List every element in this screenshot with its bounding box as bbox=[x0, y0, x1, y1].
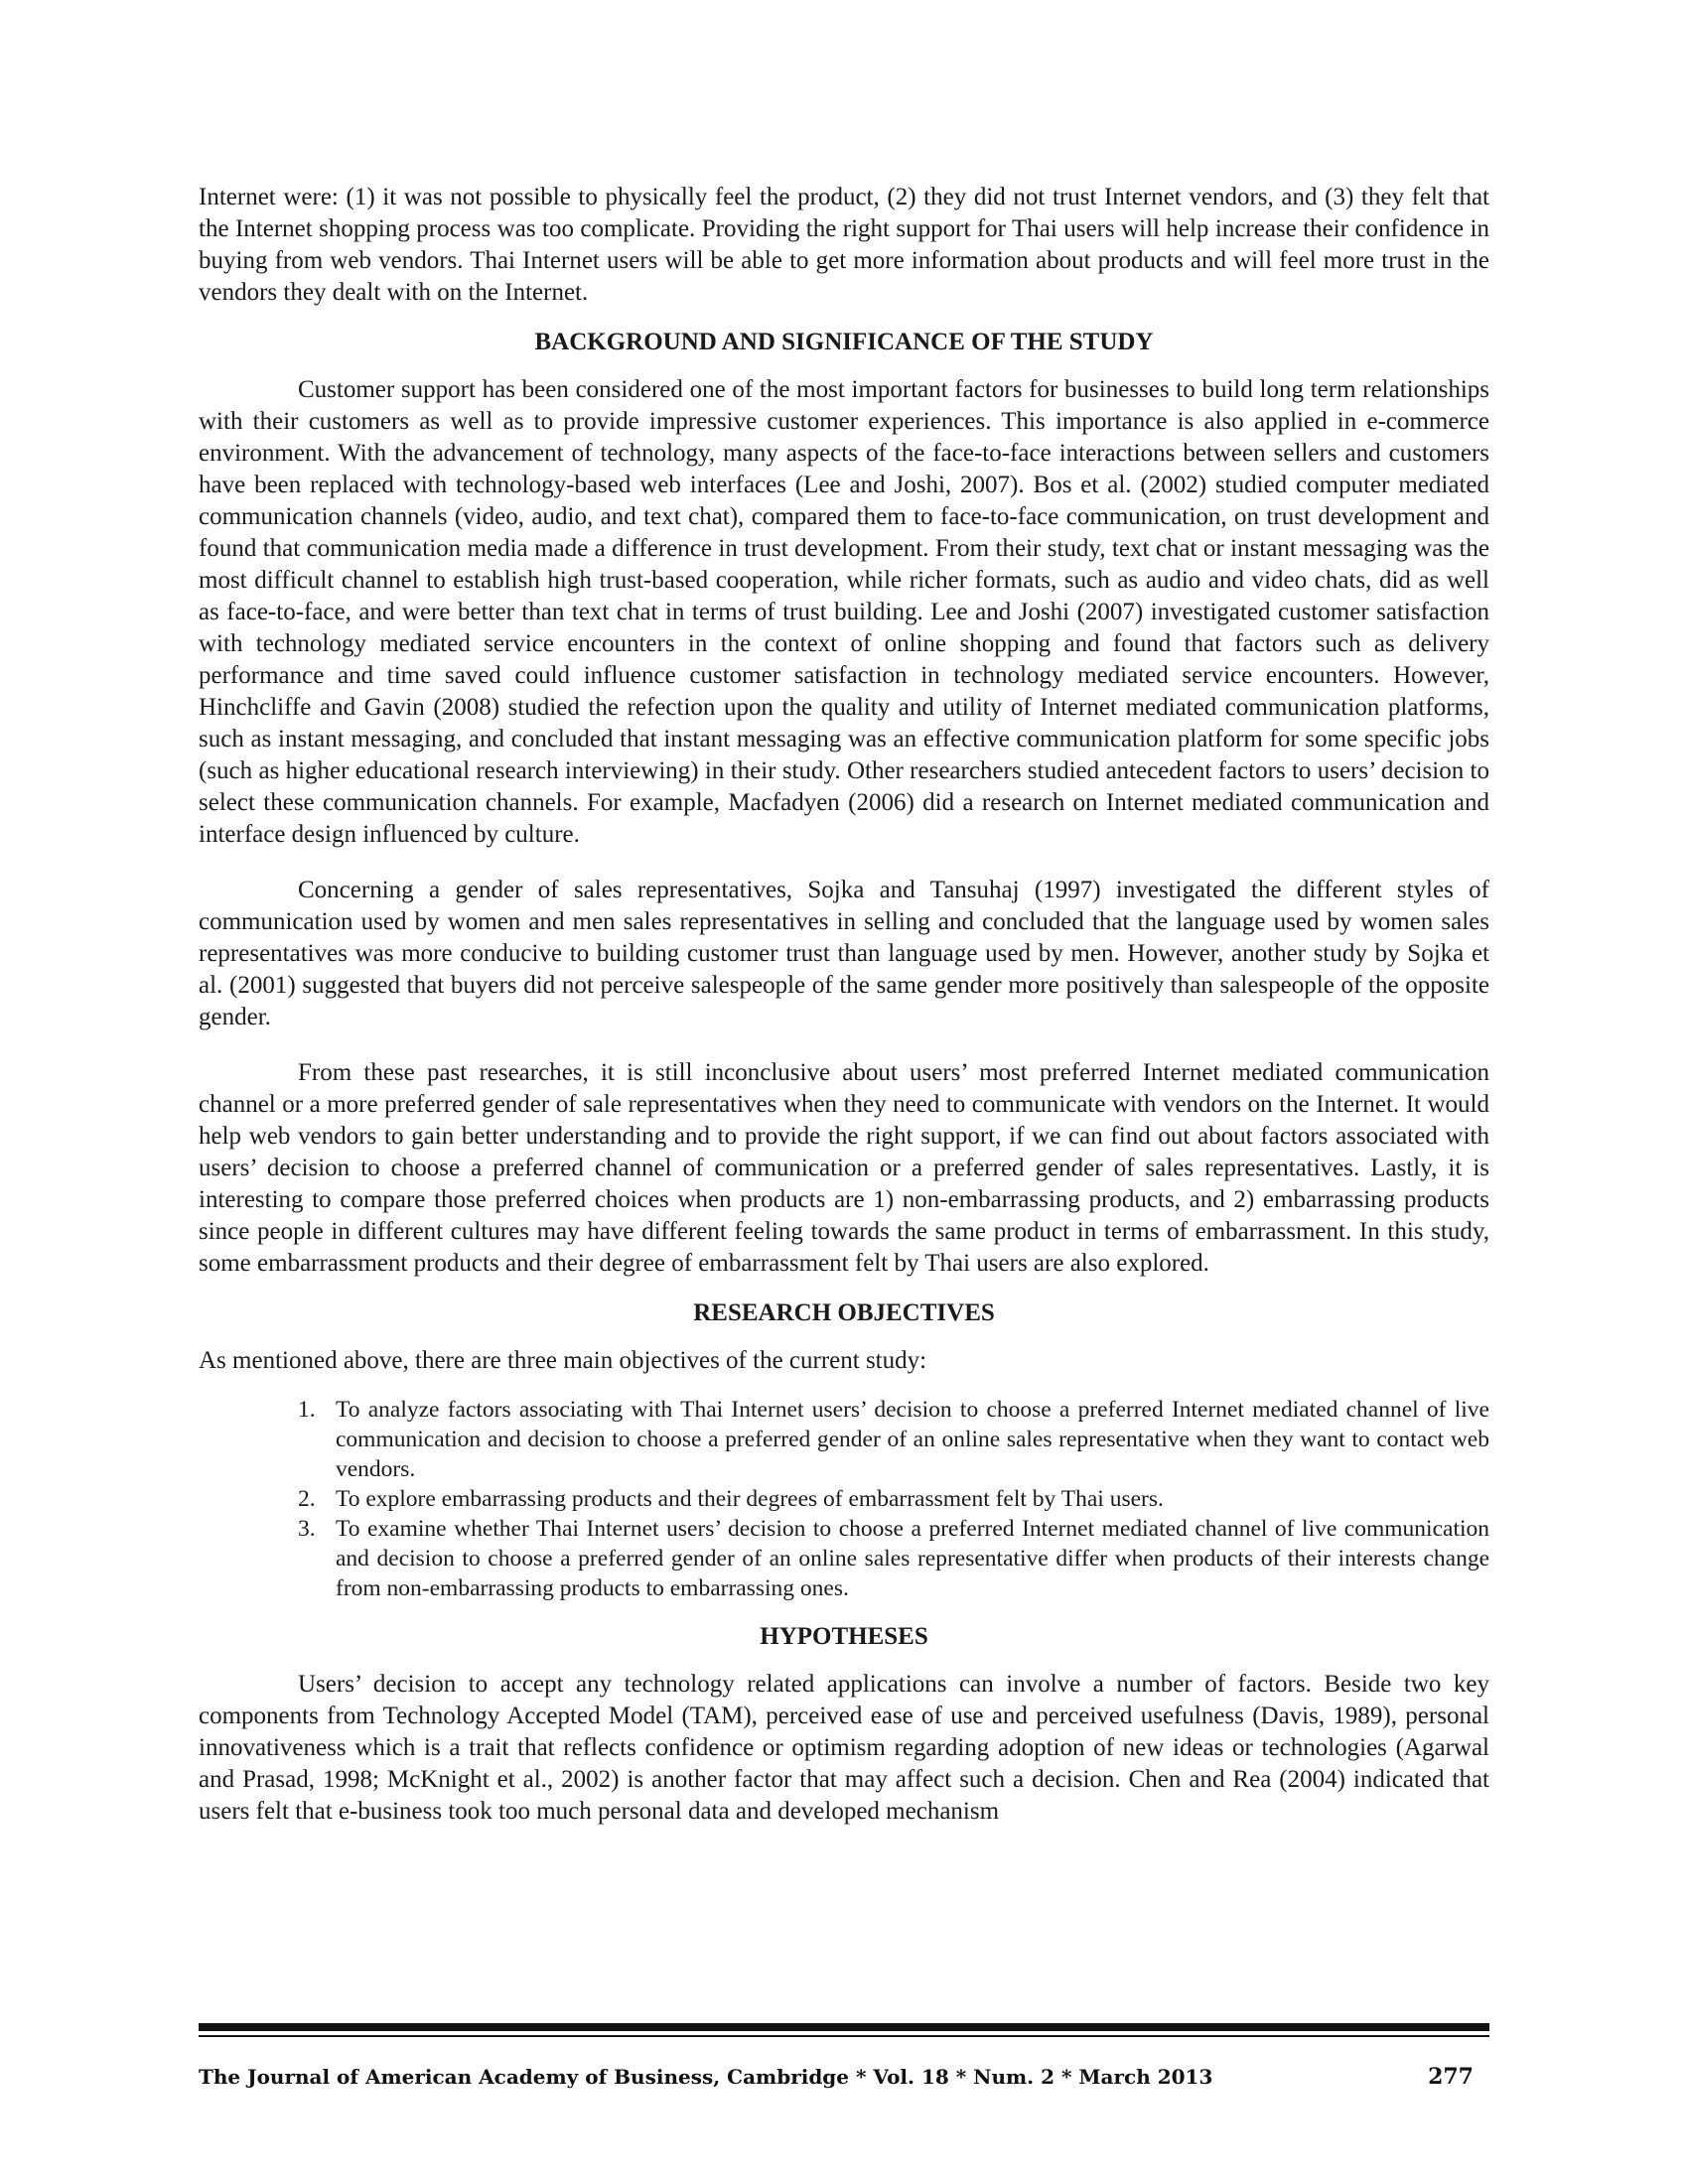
footer-rule-thin bbox=[199, 2035, 1489, 2037]
list-item-number: 3. bbox=[298, 1516, 316, 1542]
objectives-lead: As mentioned above, there are three main objectives of the current study: bbox=[199, 1347, 927, 1374]
list-item-text: To examine whether Thai Internet users’ decision to choose a preferred Internet mediated channel of live communication and decision to choose a preferred gender of an online sales representative differ when products of their interests change from non-embarrassing products to embarrassing ones. bbox=[336, 1516, 1489, 1601]
list-item bbox=[298, 1514, 1489, 1603]
list-item bbox=[298, 1395, 1489, 1484]
objectives-list bbox=[199, 1395, 1489, 1603]
page-footer bbox=[199, 2061, 1489, 2091]
intro-paragraph: Internet were: (1) it was not possible to physically feel the product, (2) they did not trust Internet vendors, and (3) they felt that the Internet shopping process was too complicate. Providing the right support for Thai users will help increase their confidence in buying from web vendors. Thai Internet users will be able to get more information about products and will feel more trust in the vendors they dealt with on the Internet. bbox=[199, 184, 1489, 306]
page-number: 277 bbox=[1428, 2064, 1474, 2090]
list-item-text: To analyze factors associating with Thai Internet users’ decision to choose a preferred Internet mediated channel of live communication and decision to choose a preferred gender of an online sales representative when they want to contact web vendors. bbox=[336, 1397, 1489, 1482]
footer-rule-thick bbox=[199, 2023, 1489, 2031]
list-item-number: 2. bbox=[298, 1486, 316, 1512]
list-item bbox=[298, 1484, 1489, 1514]
list-item-number: 1. bbox=[298, 1397, 316, 1423]
background-heading: BACKGROUND AND SIGNIFICANCE OF THE STUDY bbox=[534, 329, 1154, 355]
background-paragraph-2: Concerning a gender of sales representatives, Sojka and Tansuhaj (1997) investigated the different styles of communication used by women and men sales representatives in selling and concluded that the language used by women sales representatives was more conducive to building customer trust than language used by men. However, another study by Sojka et al. (2001) suggested that buyers did not perceive salespeople of the same gender more positively than salespeople of the opposite gender. bbox=[199, 877, 1489, 1030]
hypotheses-paragraph: Users’ decision to accept any technology related applications can involve a number of factors. Beside two key components from Technology Accepted Model (TAM), perceived ease of use and perceived usefulness (Davis, 1989), personal innovativeness which is a trait that reflects confidence or optimism regarding adoption of new ideas or technologies (Agarwal and Prasad, 1998; McKnight et al., 2002) is another factor that may affect such a decision. Chen and Rea (2004) indicated that users felt that e-business took too much personal data and developed mechanism bbox=[199, 1671, 1489, 1825]
list-item-text: To explore embarrassing products and their degrees of embarrassment felt by Thai users. bbox=[336, 1486, 1164, 1512]
background-paragraph-3: From these past researches, it is still inconclusive about users’ most preferred Internet mediated communication channel or a more preferred gender of sale representatives when they need to communicate with vendors on the Internet. It would help web vendors to gain better understanding and to provide the right support, if we can find out about factors associated with users’ decision to choose a preferred channel of communication or a preferred gender of sales representatives. Lastly, it is interesting to compare those preferred choices when products are 1) non-embarrassing products, and 2) embarrassing products since people in different cultures may have different feeling towards the same product in terms of embarrassment. In this study, some embarrassment products and their degree of embarrassment felt by Thai users are also explored. bbox=[199, 1059, 1489, 1277]
hypotheses-heading: HYPOTHESES bbox=[760, 1623, 928, 1650]
objectives-heading: RESEARCH OBJECTIVES bbox=[693, 1299, 995, 1326]
body-text bbox=[199, 182, 1489, 1828]
paper-page bbox=[199, 0, 1489, 2184]
journal-citation: The Journal of American Academy of Business, Cambridge * Vol. 18 * Num. 2 * March 2013 bbox=[199, 2065, 1213, 2089]
background-paragraph-1: Customer support has been considered one of the most important factors for businesses to build long term relationships with their customers as well as to provide impressive customer experiences. This importance is also applied in e-commerce environment. With the advancement of technology, many aspects of the face-to-face interactions between sellers and customers have been replaced with technology-based web interfaces (Lee and Joshi, 2007). Bos et al. (2002) studied computer mediated communication channels (video, audio, and text chat), compared them to face-to-face communication, on trust development and found that communication media made a difference in trust development. From their study, text chat or instant messaging was the most difficult channel to establish high trust-based cooperation, while richer formats, such as audio and video chats, did as well as face-to-face, and were better than text chat in terms of trust building. Lee and Joshi (2007) investigated customer satisfaction with technology mediated service encounters in the context of online shopping and found that factors such as delivery performance and time saved could influence customer satisfaction in technology mediated service encounters. However, Hinchcliffe and Gavin (2008) studied the refection upon the quality and utility of Internet mediated communication platforms, such as instant messaging, and concluded that instant messaging was an effective communication platform for some specific jobs (such as higher educational research interviewing) in their study. Other researchers studied antecedent factors to users’ decision to select these communication channels. For example, Macfadyen (2006) did a research on Internet mediated communication and interface design influenced by culture. bbox=[199, 376, 1489, 848]
